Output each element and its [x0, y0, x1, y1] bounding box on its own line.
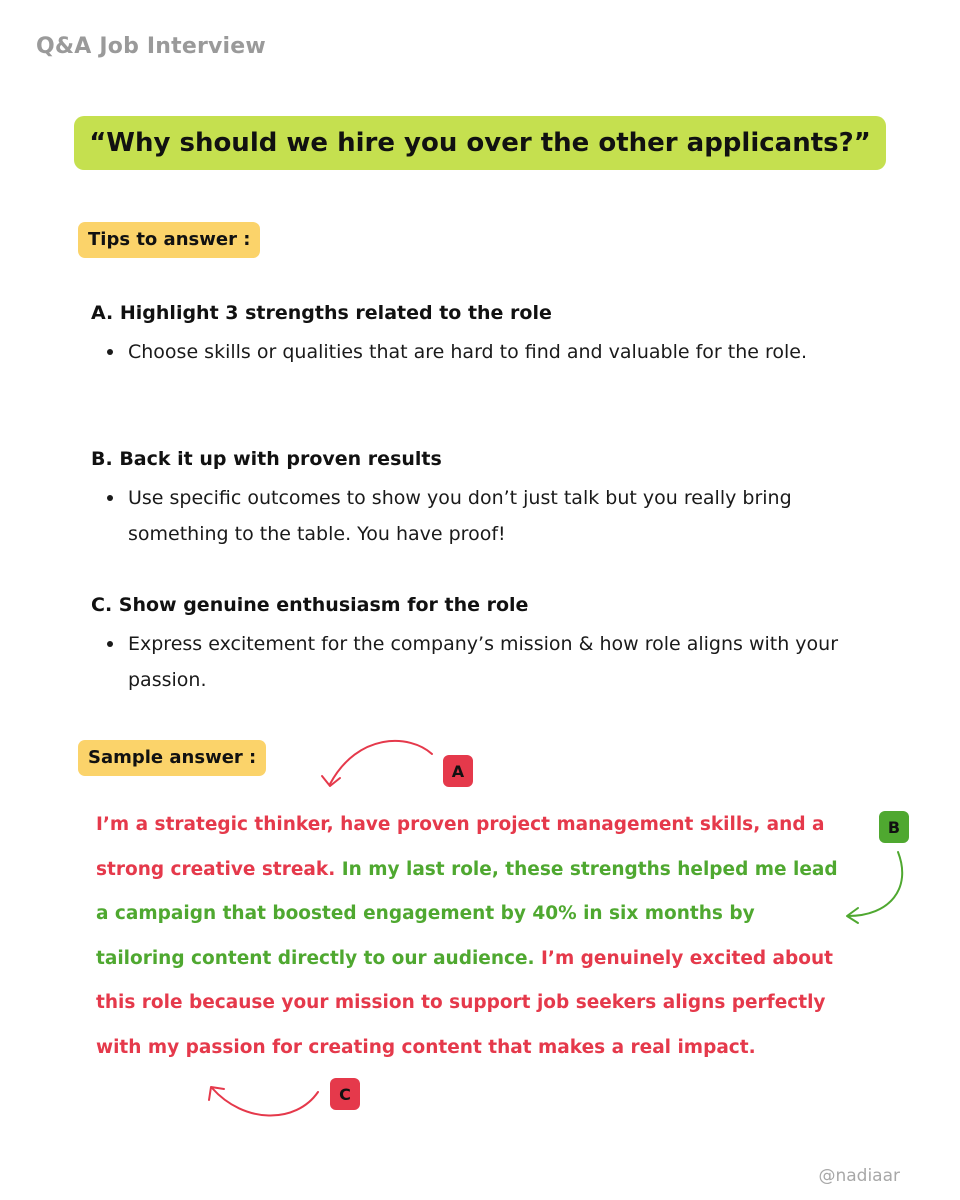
answer-part-c: I’m genuinely excited about this role because your mission to support job seekers aligns perfectly with my passion for creating content that makes a real impact.	[96, 947, 834, 1058]
tip-bullet-list	[91, 480, 851, 552]
arrow-c-icon	[200, 1072, 325, 1128]
tip-bullet-list	[91, 626, 851, 698]
sample-answer-text	[96, 803, 846, 1070]
tip-a	[91, 300, 851, 370]
tip-b	[91, 446, 851, 552]
tip-bullet-list	[91, 334, 851, 370]
tip-c	[91, 592, 851, 698]
tip-heading: B. Back it up with proven results	[91, 448, 442, 470]
answer-part-a: I’m a strategic thinker, have proven project management skills, and a strong creative streak.	[96, 814, 825, 880]
answer-part-b: In my last role, these strengths helped me lead a campaign that boosted engagement by 40% in six months by tailoring content directly to our audience.	[96, 858, 838, 969]
page-title: Q&A Job Interview	[36, 34, 266, 59]
tip-bullet: Express excitement for the company’s mission & how role aligns with your passion.	[128, 626, 851, 698]
tip-bullet: Choose skills or qualities that are hard to find and valuable for the role.	[128, 334, 851, 370]
tips-label: Tips to answer :	[78, 222, 260, 258]
tip-heading: A. Highlight 3 strengths related to the role	[91, 302, 552, 324]
marker-c-badge: C	[330, 1078, 360, 1110]
question-banner: “Why should we hire you over the other applicants?”	[74, 116, 886, 170]
author-handle: @nadiaar	[818, 1166, 900, 1186]
marker-a-badge: A	[443, 755, 473, 787]
arrow-a-icon	[318, 732, 438, 792]
marker-b-badge: B	[879, 811, 909, 843]
arrow-b-icon	[840, 848, 920, 928]
sample-answer-label: Sample answer :	[78, 740, 266, 776]
tip-heading: C. Show genuine enthusiasm for the role	[91, 594, 529, 616]
tip-bullet: Use specific outcomes to show you don’t just talk but you really bring something to the table. You have proof!	[128, 480, 851, 552]
